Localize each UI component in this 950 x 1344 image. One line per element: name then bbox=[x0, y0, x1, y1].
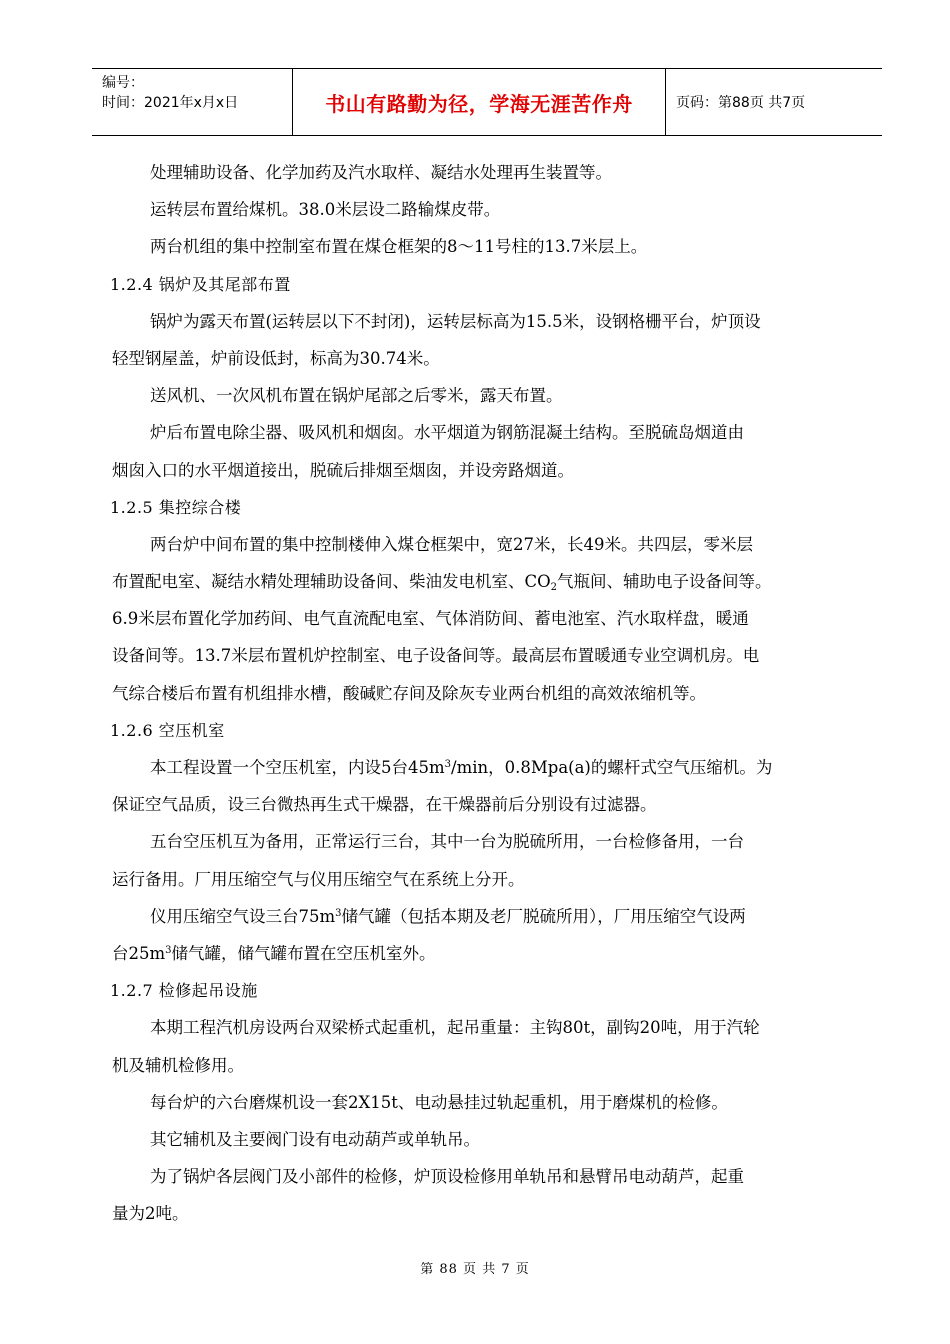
paragraph-line: 炉后布置电除尘器、吸风机和烟囱。水平烟道为钢筋混凝土结构。至脱硫岛烟道由 bbox=[150, 423, 744, 443]
paragraph-line: 送风机、一次风机布置在锅炉尾部之后零米，露天布置。 bbox=[150, 386, 563, 406]
page-header bbox=[92, 68, 882, 136]
paragraph-line: 处理辅助设备、化学加药及汽水取样、凝结水处理再生装置等。 bbox=[150, 163, 612, 182]
header-page-label: 页码：第88页 共7页 bbox=[676, 95, 806, 111]
section-heading-1-2-4: 1.2.4 锅炉及其尾部布置 bbox=[110, 274, 291, 294]
paragraph-line: 轻型钢屋盖，炉前设低封，标高为30.74米。 bbox=[112, 348, 440, 368]
text-run: 台25m bbox=[112, 943, 166, 963]
paragraph-line bbox=[112, 563, 872, 600]
paragraph-line: 保证空气品质，设三台微热再生式干燥器，在干燥器前后分别设有过滤器。 bbox=[112, 795, 657, 815]
paragraph-line: 机及辅机检修用。 bbox=[112, 1055, 244, 1075]
section-heading-1-2-6: 1.2.6 空压机室 bbox=[110, 720, 225, 740]
doc-time-label: 时间：2021年x月x日 bbox=[102, 95, 239, 111]
paragraph-line: 五台空压机互为备用，正常运行三台，其中一台为脱硫所用，一台检修备用，一台 bbox=[150, 832, 744, 852]
paragraph-line: 6.9米层布置化学加药间、电气直流配电室、气体消防间、蓄电池室、汽水取样盘，暖通 bbox=[112, 609, 749, 629]
paragraph-line: 其它辅机及主要阀门设有电动葫芦或单轨吊。 bbox=[150, 1129, 480, 1149]
superscript: 3 bbox=[335, 907, 342, 919]
paragraph-line: 气综合楼后布置有机组排水槽，酸碱贮存间及除灰专业两台机组的高效浓缩机等。 bbox=[112, 683, 706, 703]
text-run: 储气罐，储气罐布置在空压机室外。 bbox=[171, 943, 436, 963]
paragraph-line: 两台炉中间布置的集中控制楼伸入煤仓框架中，宽27米，长49米。共四层，零米层 bbox=[150, 534, 753, 554]
paragraph-line: 运行备用。厂用压缩空气与仪用压缩空气在系统上分开。 bbox=[112, 869, 525, 889]
paragraph-line: 为了锅炉各层阀门及小部件的检修，炉顶设检修用单轨吊和悬臂吊电动葫芦，起重 bbox=[150, 1167, 744, 1187]
text-run: 气瓶间、辅助电子设备间等。 bbox=[557, 572, 772, 592]
text-run: 布置配电室、凝结水精处理辅助设备间、柴油发电机室、CO bbox=[112, 572, 551, 592]
paragraph-line bbox=[112, 898, 872, 935]
paragraph-line: 两台机组的集中控制室布置在煤仓框架的8～11号柱的13.7米层上。 bbox=[150, 237, 648, 257]
text-run: /min，0.8Mpa(a)的螺杆式空气压缩机。为 bbox=[451, 758, 773, 777]
paragraph-line: 设备间等。13.7米层布置机炉控制室、电子设备间等。最高层布置暖通专业空调机房。电 bbox=[112, 646, 760, 666]
paragraph-line: 量为2吨。 bbox=[112, 1204, 189, 1224]
header-motto: 书山有路勤为径，学海无涯苦作舟 bbox=[293, 69, 666, 135]
section-heading-1-2-7: 1.2.7 检修起吊设施 bbox=[110, 981, 258, 1001]
text-run: 储气罐（包括本期及老厂脱硫所用），厂用压缩空气设两 bbox=[341, 906, 746, 926]
header-meta-cell bbox=[92, 69, 293, 135]
paragraph-line bbox=[112, 935, 872, 972]
document-body bbox=[112, 154, 872, 1232]
paragraph-line: 锅炉为露天布置(运转层以下不封闭)，运转层标高为15.5米，设钢格栅平台，炉顶设 bbox=[150, 311, 761, 331]
text-run: 本工程设置一个空压机室，内设5台45m bbox=[150, 758, 445, 777]
paragraph-line: 烟囱入口的水平烟道接出，脱硫后排烟至烟囱，并设旁路烟道。 bbox=[112, 460, 574, 480]
page-footer: 第 88 页 共 7 页 bbox=[420, 1262, 530, 1277]
paragraph-line bbox=[112, 749, 872, 786]
paragraph-line: 本期工程汽机房设两台双梁桥式起重机，起吊重量：主钩80t，副钩20吨，用于汽轮 bbox=[150, 1018, 760, 1038]
paragraph-line: 每台炉的六台磨煤机设一套2X15t、电动悬挂过轨起重机，用于磨煤机的检修。 bbox=[150, 1092, 728, 1112]
superscript: 3 bbox=[444, 759, 452, 770]
subscript: 2 bbox=[550, 582, 558, 594]
paragraph-line: 运转层布置给煤机。38.0米层设二路输煤皮带。 bbox=[150, 200, 501, 220]
doc-number-label: 编号： bbox=[102, 75, 144, 91]
section-heading-1-2-5: 1.2.5 集控综合楼 bbox=[110, 497, 242, 517]
superscript: 3 bbox=[165, 944, 172, 956]
text-run: 仪用压缩空气设三台75m bbox=[150, 906, 336, 926]
